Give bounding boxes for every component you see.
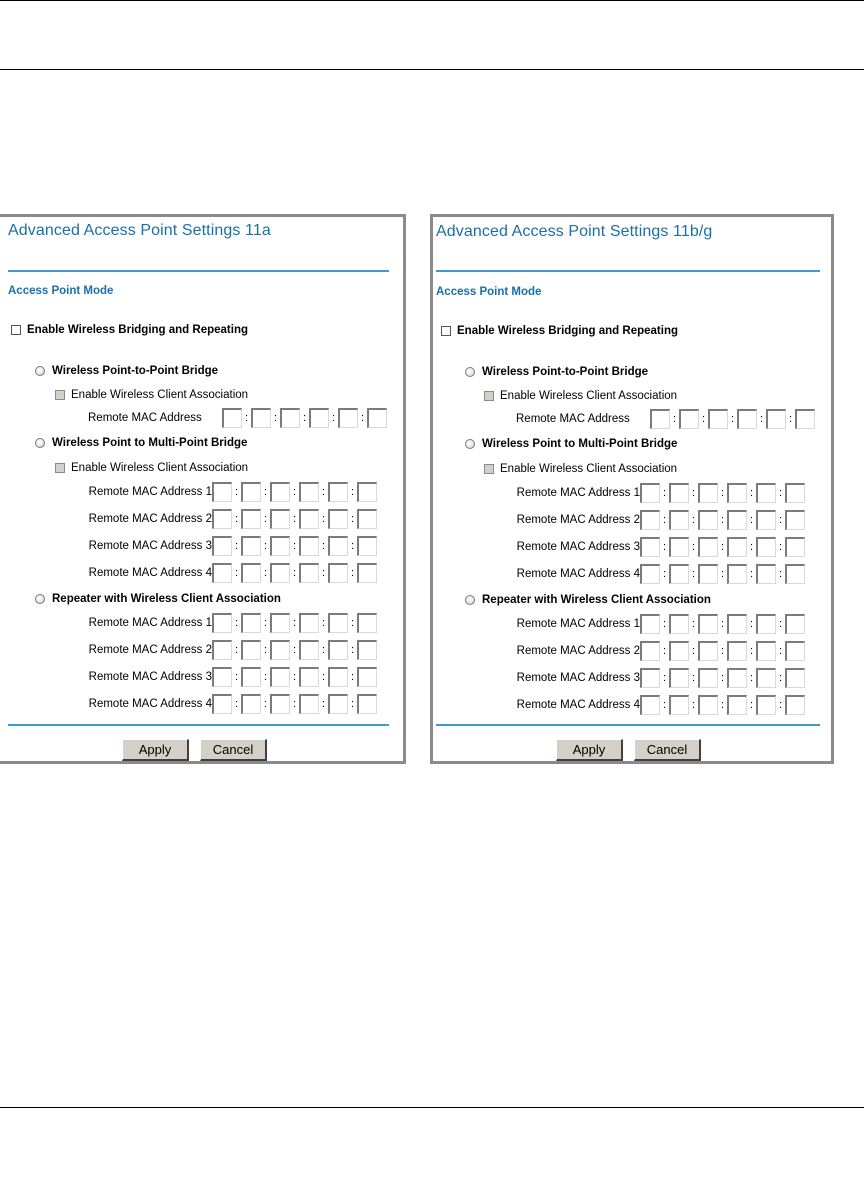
mac-label: Remote MAC Address 2 (88, 644, 212, 656)
mac-separator: : (778, 568, 783, 580)
mac-octet-input[interactable] (785, 668, 805, 688)
repeater-mac-row-2 (78, 640, 377, 660)
mac-octet-input[interactable] (640, 537, 660, 557)
mac-separator: : (234, 671, 239, 683)
mac-octet-input[interactable] (299, 694, 319, 714)
p2p-bridge-row (35, 365, 218, 377)
mac-octet-input[interactable] (280, 408, 300, 428)
cancel-button[interactable]: Cancel (200, 739, 267, 761)
enable-bridging-row (441, 325, 678, 337)
mac-separator: : (720, 645, 725, 657)
mac-octet-input[interactable] (669, 695, 689, 715)
mac-label: Remote MAC Address 3 (516, 672, 640, 684)
mac-separator: : (263, 644, 268, 656)
mac-label: Remote MAC Address (88, 412, 202, 424)
mac-label: Remote MAC Address 4 (516, 568, 640, 580)
apply-button[interactable]: Apply (122, 739, 189, 761)
mac-separator: : (350, 540, 355, 552)
footer-divider (436, 724, 820, 726)
mac-octet-input[interactable] (251, 408, 271, 428)
mac-octet-input[interactable] (212, 536, 232, 556)
mac-separator: : (350, 698, 355, 710)
mac-octet-input[interactable] (795, 409, 815, 429)
mac-octet-input[interactable] (357, 694, 377, 714)
footer-divider (8, 724, 389, 726)
mac-octet-input[interactable] (727, 614, 747, 634)
mac-separator: : (292, 486, 297, 498)
mac-octet-input[interactable] (727, 668, 747, 688)
p2mp-client-assoc-checkbox[interactable] (55, 463, 65, 473)
p2mp-mac-row-1 (506, 483, 805, 503)
mac-octet-input[interactable] (756, 668, 776, 688)
mac-label: Remote MAC Address 4 (88, 698, 212, 710)
mac-octet-input[interactable] (785, 641, 805, 661)
mac-separator: : (302, 412, 307, 424)
mac-label: Remote MAC Address (516, 413, 630, 425)
mac-octet-input[interactable] (669, 564, 689, 584)
mac-octet-input[interactable] (785, 510, 805, 530)
mac-separator: : (292, 671, 297, 683)
mac-octet-input[interactable] (270, 509, 290, 529)
mac-separator: : (691, 618, 696, 630)
mac-separator: : (263, 540, 268, 552)
settings-panel-11a (0, 214, 406, 764)
mac-octet-input[interactable] (270, 563, 290, 583)
mac-octet-input[interactable] (698, 483, 718, 503)
mac-octet-input[interactable] (708, 409, 728, 429)
mac-octet-input[interactable] (338, 408, 358, 428)
mac-octet-input[interactable] (669, 641, 689, 661)
mac-separator: : (263, 567, 268, 579)
mac-separator: : (720, 699, 725, 711)
mac-separator: : (720, 514, 725, 526)
mac-separator: : (672, 413, 677, 425)
p2p-bridge-label: Wireless Point-to-Point Bridge (482, 366, 649, 378)
mac-octet-input[interactable] (270, 613, 290, 633)
p2mp-mac-row-4 (506, 564, 805, 584)
mac-octet-input[interactable] (270, 482, 290, 502)
p2p-bridge-radio[interactable] (465, 367, 475, 377)
title-divider (8, 270, 389, 272)
mac-separator: : (701, 413, 706, 425)
mac-octet-input[interactable] (698, 641, 718, 661)
mac-separator: : (244, 412, 249, 424)
mac-label: Remote MAC Address 1 (516, 618, 640, 630)
mac-octet-input[interactable] (640, 695, 660, 715)
mac-octet-input[interactable] (357, 536, 377, 556)
mac-label: Remote MAC Address 4 (88, 567, 212, 579)
mac-separator: : (350, 567, 355, 579)
mac-separator: : (720, 541, 725, 553)
mac-octet-input[interactable] (756, 510, 776, 530)
p2mp-client-assoc-label: Enable Wireless Client Association (500, 463, 678, 475)
repeater-mac-row-3 (78, 667, 377, 687)
p2mp-mac-row-2 (506, 510, 805, 530)
mac-octet-input[interactable] (270, 536, 290, 556)
mac-octet-input[interactable] (756, 614, 776, 634)
mac-octet-input[interactable] (212, 613, 232, 633)
p2mp-client-assoc-checkbox[interactable] (484, 464, 494, 474)
mac-octet-input[interactable] (727, 510, 747, 530)
p2mp-mac-row-3 (78, 536, 377, 556)
mac-octet-input[interactable] (299, 509, 319, 529)
repeater-label: Repeater with Wireless Client Association (482, 594, 711, 606)
mac-separator: : (749, 541, 754, 553)
repeater-mac-row-3 (506, 668, 805, 688)
mac-octet-input[interactable] (299, 482, 319, 502)
mac-separator: : (321, 671, 326, 683)
mac-octet-input[interactable] (698, 614, 718, 634)
mac-separator: : (778, 541, 783, 553)
mac-separator: : (749, 672, 754, 684)
repeater-label: Repeater with Wireless Client Association (52, 593, 281, 605)
repeater-row (465, 594, 711, 606)
mac-separator: : (778, 699, 783, 711)
mac-separator: : (350, 671, 355, 683)
mac-separator: : (234, 567, 239, 579)
mac-octet-input[interactable] (241, 482, 261, 502)
mac-separator: : (263, 671, 268, 683)
mac-label: Remote MAC Address 2 (88, 513, 212, 525)
mac-octet-input[interactable] (640, 510, 660, 530)
mac-label: Remote MAC Address 2 (516, 645, 640, 657)
mac-octet-input[interactable] (270, 667, 290, 687)
mac-separator: : (720, 672, 725, 684)
mac-octet-input[interactable] (737, 409, 757, 429)
mac-octet-input[interactable] (241, 536, 261, 556)
mac-separator: : (331, 412, 336, 424)
mac-separator: : (234, 698, 239, 710)
p2p-mac-row (88, 408, 387, 428)
mac-separator: : (778, 618, 783, 630)
mac-separator: : (662, 699, 667, 711)
p2mp-client-assoc-row (55, 462, 248, 474)
cancel-button[interactable]: Cancel (634, 739, 701, 761)
mac-octet-input[interactable] (727, 695, 747, 715)
mac-separator: : (350, 644, 355, 656)
mac-octet-input[interactable] (241, 640, 261, 660)
mac-separator: : (263, 513, 268, 525)
enable-bridging-row (11, 324, 248, 336)
mac-octet-input[interactable] (241, 613, 261, 633)
mac-separator: : (749, 618, 754, 630)
repeater-row (35, 593, 281, 605)
mac-separator: : (321, 617, 326, 629)
mac-separator: : (234, 513, 239, 525)
mac-octet-input[interactable] (241, 667, 261, 687)
mac-octet-input[interactable] (270, 694, 290, 714)
mac-separator: : (691, 645, 696, 657)
p2p-client-assoc-checkbox[interactable] (55, 390, 65, 400)
mac-octet-input[interactable] (328, 482, 348, 502)
mac-separator: : (691, 514, 696, 526)
mac-octet-input[interactable] (669, 668, 689, 688)
mac-octet-input[interactable] (270, 640, 290, 660)
mac-octet-input[interactable] (241, 509, 261, 529)
page-top-border (0, 0, 864, 1)
mac-separator: : (662, 618, 667, 630)
mac-octet-input[interactable] (640, 641, 660, 661)
mac-separator: : (720, 618, 725, 630)
mac-separator: : (778, 645, 783, 657)
mac-octet-input[interactable] (328, 667, 348, 687)
mac-label: Remote MAC Address 3 (516, 541, 640, 553)
mac-separator: : (749, 487, 754, 499)
p2mp-bridge-radio[interactable] (35, 438, 45, 448)
mac-separator: : (662, 568, 667, 580)
mac-separator: : (292, 567, 297, 579)
mac-octet-input[interactable] (698, 564, 718, 584)
mac-octet-input[interactable] (669, 614, 689, 634)
mac-separator: : (691, 568, 696, 580)
mac-octet-input[interactable] (328, 536, 348, 556)
mac-octet-input[interactable] (698, 537, 718, 557)
mac-octet-input[interactable] (212, 482, 232, 502)
p2p-bridge-row (465, 366, 648, 378)
p2mp-mac-row-3 (506, 537, 805, 557)
apply-button[interactable]: Apply (556, 739, 623, 761)
enable-bridging-label: Enable Wireless Bridging and Repeating (27, 324, 248, 336)
mac-octet-input[interactable] (212, 694, 232, 714)
mac-octet-input[interactable] (299, 563, 319, 583)
panel-title: Advanced Access Point Settings 11b/g (436, 223, 713, 240)
mac-separator: : (234, 644, 239, 656)
mac-separator: : (730, 413, 735, 425)
repeater-radio[interactable] (35, 594, 45, 604)
mac-octet-input[interactable] (212, 667, 232, 687)
mac-label: Remote MAC Address 3 (88, 671, 212, 683)
mac-octet-input[interactable] (640, 668, 660, 688)
mac-separator: : (662, 672, 667, 684)
mac-octet-input[interactable] (727, 537, 747, 557)
mac-separator: : (292, 540, 297, 552)
p2p-client-assoc-checkbox[interactable] (484, 391, 494, 401)
mac-separator: : (350, 486, 355, 498)
p2p-bridge-label: Wireless Point-to-Point Bridge (52, 365, 219, 377)
mac-octet-input[interactable] (357, 563, 377, 583)
mac-separator: : (321, 513, 326, 525)
p2p-mac-row (516, 409, 815, 429)
mac-octet-input[interactable] (309, 408, 329, 428)
mac-octet-input[interactable] (640, 483, 660, 503)
enable-bridging-label: Enable Wireless Bridging and Repeating (457, 325, 678, 337)
mac-label: Remote MAC Address 1 (516, 487, 640, 499)
mac-octet-input[interactable] (299, 667, 319, 687)
mac-octet-input[interactable] (212, 509, 232, 529)
mac-separator: : (292, 698, 297, 710)
mac-separator: : (321, 644, 326, 656)
mac-octet-input[interactable] (785, 614, 805, 634)
mac-octet-input[interactable] (766, 409, 786, 429)
mac-separator: : (292, 617, 297, 629)
mac-octet-input[interactable] (727, 564, 747, 584)
mac-octet-input[interactable] (650, 409, 670, 429)
mac-octet-input[interactable] (328, 640, 348, 660)
p2mp-mac-row-4 (78, 563, 377, 583)
mac-label: Remote MAC Address 3 (88, 540, 212, 552)
mac-octet-input[interactable] (785, 564, 805, 584)
mac-separator: : (662, 541, 667, 553)
repeater-mac-row-1 (506, 614, 805, 634)
mac-octet-input[interactable] (756, 641, 776, 661)
mac-separator: : (263, 617, 268, 629)
mac-separator: : (720, 487, 725, 499)
mac-octet-input[interactable] (785, 537, 805, 557)
mac-octet-input[interactable] (212, 640, 232, 660)
page-header-divider (0, 69, 864, 70)
mac-octet-input[interactable] (328, 509, 348, 529)
mac-octet-input[interactable] (299, 613, 319, 633)
repeater-mac-row-1 (78, 613, 377, 633)
mac-separator: : (321, 486, 326, 498)
mac-separator: : (360, 412, 365, 424)
mac-separator: : (778, 514, 783, 526)
p2mp-bridge-label: Wireless Point to Multi-Point Bridge (52, 437, 248, 449)
mac-separator: : (749, 699, 754, 711)
p2mp-bridge-label: Wireless Point to Multi-Point Bridge (482, 438, 678, 450)
p2mp-bridge-radio[interactable] (465, 439, 475, 449)
mac-separator: : (273, 412, 278, 424)
mac-separator: : (263, 698, 268, 710)
mac-octet-input[interactable] (328, 694, 348, 714)
title-divider (436, 270, 820, 272)
mac-separator: : (292, 644, 297, 656)
p2p-client-assoc-label: Enable Wireless Client Association (500, 390, 678, 402)
settings-panel-11bg (430, 214, 834, 764)
p2p-client-assoc-label: Enable Wireless Client Association (71, 389, 249, 401)
mac-separator: : (321, 567, 326, 579)
mac-octet-input[interactable] (212, 563, 232, 583)
mac-octet-input[interactable] (785, 695, 805, 715)
p2mp-bridge-row (465, 438, 677, 450)
mac-separator: : (778, 487, 783, 499)
mac-separator: : (321, 540, 326, 552)
mac-octet-input[interactable] (222, 408, 242, 428)
p2mp-mac-row-1 (78, 482, 377, 502)
mac-octet-input[interactable] (698, 695, 718, 715)
mac-separator: : (691, 487, 696, 499)
p2mp-client-assoc-label: Enable Wireless Client Association (71, 462, 249, 474)
mac-octet-input[interactable] (357, 509, 377, 529)
repeater-mac-row-2 (506, 641, 805, 661)
mac-label: Remote MAC Address 1 (88, 486, 212, 498)
mac-octet-input[interactable] (328, 613, 348, 633)
mac-separator: : (234, 617, 239, 629)
mac-octet-input[interactable] (698, 510, 718, 530)
section-heading: Access Point Mode (8, 285, 114, 297)
p2p-bridge-radio[interactable] (35, 366, 45, 376)
mac-octet-input[interactable] (640, 614, 660, 634)
mac-label: Remote MAC Address 1 (88, 617, 212, 629)
mac-separator: : (759, 413, 764, 425)
mac-separator: : (234, 486, 239, 498)
mac-octet-input[interactable] (669, 483, 689, 503)
mac-octet-input[interactable] (727, 641, 747, 661)
mac-separator: : (662, 645, 667, 657)
mac-separator: : (778, 672, 783, 684)
page-footer-divider (0, 1107, 864, 1108)
section-heading: Access Point Mode (436, 286, 542, 298)
mac-separator: : (749, 568, 754, 580)
repeater-radio[interactable] (465, 595, 475, 605)
mac-separator: : (350, 617, 355, 629)
mac-octet-input[interactable] (367, 408, 387, 428)
p2mp-client-assoc-row (484, 463, 677, 475)
mac-octet-input[interactable] (698, 668, 718, 688)
mac-separator: : (662, 487, 667, 499)
p2mp-bridge-row (35, 437, 247, 449)
mac-octet-input[interactable] (669, 537, 689, 557)
mac-octet-input[interactable] (357, 640, 377, 660)
mac-octet-input[interactable] (727, 483, 747, 503)
mac-octet-input[interactable] (241, 694, 261, 714)
repeater-mac-row-4 (78, 694, 377, 714)
mac-octet-input[interactable] (357, 613, 377, 633)
mac-octet-input[interactable] (756, 564, 776, 584)
p2p-client-assoc-row (484, 390, 677, 402)
mac-octet-input[interactable] (756, 483, 776, 503)
mac-octet-input[interactable] (357, 482, 377, 502)
mac-octet-input[interactable] (756, 695, 776, 715)
mac-separator: : (691, 699, 696, 711)
mac-octet-input[interactable] (299, 536, 319, 556)
mac-separator: : (263, 486, 268, 498)
mac-octet-input[interactable] (241, 563, 261, 583)
enable-bridging-checkbox[interactable] (11, 325, 21, 335)
p2mp-mac-row-2 (78, 509, 377, 529)
mac-octet-input[interactable] (640, 564, 660, 584)
mac-label: Remote MAC Address 2 (516, 514, 640, 526)
mac-separator: : (321, 698, 326, 710)
mac-separator: : (788, 413, 793, 425)
mac-separator: : (749, 645, 754, 657)
mac-separator: : (292, 513, 297, 525)
enable-bridging-checkbox[interactable] (441, 326, 451, 336)
mac-separator: : (691, 541, 696, 553)
mac-octet-input[interactable] (328, 563, 348, 583)
mac-separator: : (749, 514, 754, 526)
mac-octet-input[interactable] (299, 640, 319, 660)
repeater-mac-row-4 (506, 695, 805, 715)
mac-octet-input[interactable] (785, 483, 805, 503)
p2p-client-assoc-row (55, 389, 248, 401)
mac-octet-input[interactable] (679, 409, 699, 429)
mac-separator: : (234, 540, 239, 552)
mac-label: Remote MAC Address 4 (516, 699, 640, 711)
mac-separator: : (720, 568, 725, 580)
mac-separator: : (691, 672, 696, 684)
mac-octet-input[interactable] (669, 510, 689, 530)
mac-separator: : (662, 514, 667, 526)
mac-octet-input[interactable] (756, 537, 776, 557)
panel-title: Advanced Access Point Settings 11a (8, 222, 271, 239)
mac-separator: : (350, 513, 355, 525)
mac-octet-input[interactable] (357, 667, 377, 687)
